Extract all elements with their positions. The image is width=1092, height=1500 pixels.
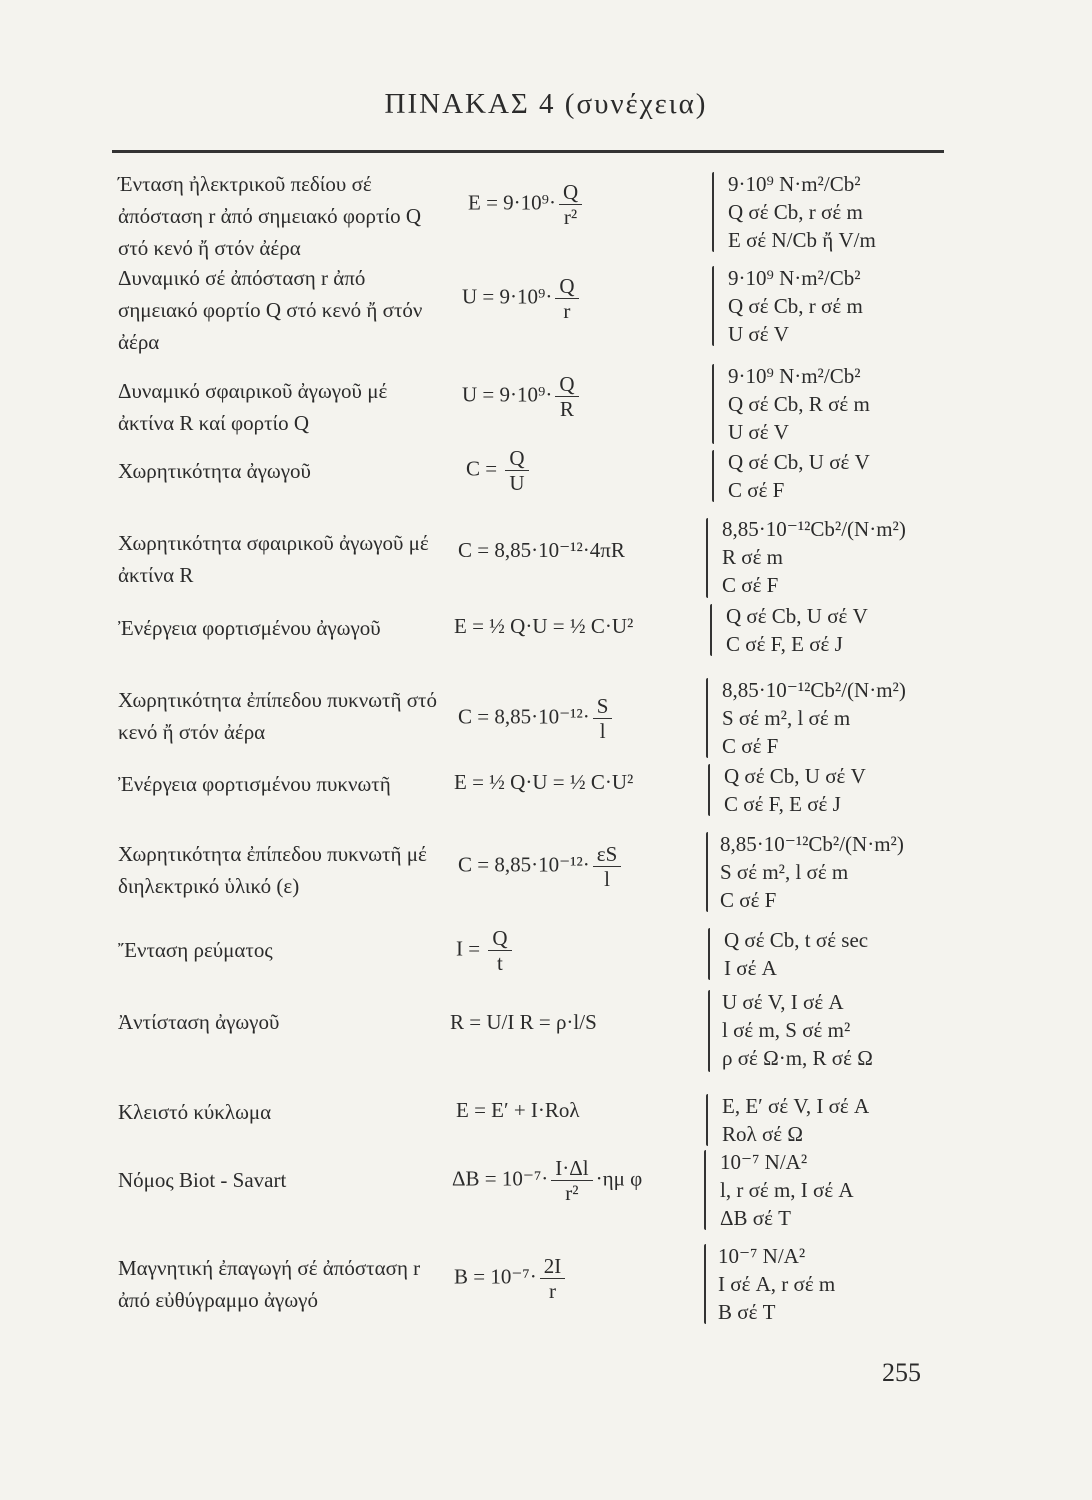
brace bbox=[708, 764, 710, 816]
row-units: E, E′ σέ V, I σέ A Rολ σέ Ω bbox=[722, 1094, 870, 1146]
brace bbox=[712, 364, 714, 444]
row-units: 8,85·10⁻¹²Cb²/(N·m²) R σέ m C σέ F bbox=[722, 517, 906, 597]
row-description: Ἐνέργεια φορτισμένου πυκνωτῆ bbox=[118, 772, 391, 796]
row-formula: I = $\frac{Q}{t}$ bbox=[456, 926, 515, 975]
row-formula: B = 10⁻⁷· $\frac{2I}{r}$ bbox=[454, 1254, 568, 1303]
row-formula: E = 9·10⁹· $\frac{Q}{\text{r²}}$ bbox=[468, 180, 585, 229]
brace bbox=[712, 266, 714, 346]
page-number: 255 bbox=[882, 1358, 921, 1387]
row-description: Νόμος Biot - Savart bbox=[118, 1168, 287, 1192]
row-formula: E = ½ Q·U = ½ C·U² bbox=[454, 614, 634, 638]
row-units: 10⁻⁷ N/A² I σέ A, r σέ m B σέ T bbox=[718, 1244, 836, 1324]
row-formula: U = 9·10⁹· $\frac{Q}{r}$ bbox=[462, 274, 582, 323]
row-formula: E = E′ + I·Rολ bbox=[456, 1098, 580, 1122]
row-formula: R = U/I R = ρ·l/S bbox=[450, 1010, 597, 1034]
row-description: Ένταση ἠλεκτρικοῦ πεδίου σέ ἀπόσταση r ἀπό σημειακό φορτίο Q στό κενό ἤ στόν ἀέρα bbox=[118, 172, 422, 260]
brace bbox=[706, 518, 708, 598]
brace bbox=[704, 1244, 706, 1324]
row-units: 9·10⁹ N·m²/Cb² Q σέ Cb, r σέ m E σέ N/Cb ἤ V/m bbox=[728, 172, 876, 252]
row-description: Χωρητικότητα ἐπίπεδου πυκνωτῆ μέ διηλεκτρικό ὑλικό (ε) bbox=[118, 842, 427, 898]
row-formula: C = 8,85·10⁻¹²· $\frac{S}{l}$ bbox=[458, 694, 615, 743]
row-units: 10⁻⁷ N/A² l, r σέ m, I σέ A ΔB σέ T bbox=[720, 1150, 854, 1230]
row-units: U σέ V, I σέ A l σέ m, S σέ m² ρ σέ Ω·m, R σέ Ω bbox=[722, 990, 873, 1070]
row-units: 9·10⁹ N·m²/Cb² Q σέ Cb, R σέ m U σέ V bbox=[728, 364, 870, 444]
brace bbox=[708, 928, 710, 980]
row-formula: U = 9·10⁹· $\frac{Q}{R}$ bbox=[462, 372, 582, 421]
row-description: Δυναμικό σέ ἀπόσταση r ἀπό σημειακό φορτίο Q στό κενό ἤ στόν ἀέρα bbox=[118, 266, 423, 354]
row-description: Κλειστό κύκλωμα bbox=[118, 1100, 272, 1124]
row-units: Q σέ Cb, U σέ V C σέ F, E σέ J bbox=[726, 604, 868, 656]
row-description: Ἔνταση ρεύματος bbox=[118, 938, 273, 962]
row-description: Ἐνέργεια φορτισμένου ἀγωγοῦ bbox=[118, 616, 381, 640]
row-description: Μαγνητική ἐπαγωγή σέ ἀπόσταση r ἀπό εὐθύγραμμο ἀγωγό bbox=[118, 1256, 421, 1312]
row-description: Χωρητικότητα ἐπίπεδου πυκνωτῆ στό κενό ἤ στόν ἀέρα bbox=[118, 688, 437, 744]
brace bbox=[712, 450, 714, 502]
row-formula: C = $\frac{Q}{U}$ bbox=[466, 446, 532, 495]
row-formula: E = ½ Q·U = ½ C·U² bbox=[454, 770, 634, 794]
brace bbox=[704, 1150, 706, 1230]
row-description: Δυναμικό σφαιρικοῦ ἀγωγοῦ μέ ἀκτίνα R καί φορτίο Q bbox=[118, 379, 388, 435]
row-units: 9·10⁹ N·m²/Cb² Q σέ Cb, r σέ m U σέ V bbox=[728, 266, 863, 346]
row-formula: C = 8,85·10⁻¹²· $\frac{\varepsilon S}{l}$ bbox=[458, 842, 624, 891]
row-formula: C = 8,85·10⁻¹²·4πR bbox=[458, 538, 625, 562]
row-units: 8,85·10⁻¹²Cb²/(N·m²) S σέ m², l σέ m C σέ F bbox=[720, 832, 904, 912]
brace bbox=[706, 1094, 708, 1146]
row-units: Q σέ Cb, U σέ V C σέ F, E σέ J bbox=[724, 764, 866, 816]
row-formula: ΔB = 10⁻⁷· $\frac{I\cdot\Delta l}{\text{r²}}$ ·ημ φ bbox=[452, 1156, 643, 1205]
brace bbox=[708, 990, 710, 1072]
row-units: Q σέ Cb, U σέ V C σέ F bbox=[728, 450, 870, 502]
brace bbox=[706, 678, 708, 758]
page-title: ΠΙΝΑΚΑΣ 4 (συνέχεια) bbox=[384, 88, 708, 120]
row-units: 8,85·10⁻¹²Cb²/(N·m²) S σέ m², l σέ m C σέ F bbox=[722, 678, 906, 758]
row-description: Χωρητικότητα σφαιρικοῦ ἀγωγοῦ μέ ἀκτίνα R bbox=[118, 531, 429, 587]
row-description: Ἀντίσταση ἀγωγοῦ bbox=[118, 1010, 280, 1034]
brace bbox=[712, 172, 714, 252]
brace bbox=[706, 832, 708, 912]
row-units: Q σέ Cb, t σέ sec I σέ A bbox=[724, 928, 869, 980]
brace bbox=[710, 604, 712, 656]
title-rule bbox=[112, 150, 944, 153]
row-description: Χωρητικότητα ἀγωγοῦ bbox=[118, 459, 311, 483]
